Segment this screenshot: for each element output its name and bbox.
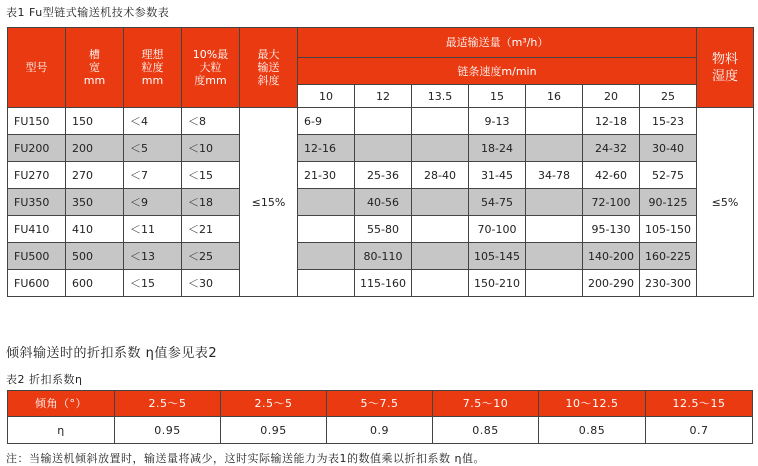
table-cell	[355, 135, 412, 162]
table-cell	[298, 243, 355, 270]
table-cell: 95-130	[583, 216, 640, 243]
table-cell: 200-290	[583, 270, 640, 297]
table-cell: FU270	[8, 162, 66, 189]
discount-table	[7, 390, 753, 444]
table-row	[8, 270, 754, 297]
header-max-incline: 最大 输送 斜度	[240, 28, 298, 108]
table-cell: FU200	[8, 135, 66, 162]
eta-label: η	[8, 417, 115, 444]
table-cell	[298, 270, 355, 297]
table-cell: ＜30	[182, 270, 240, 297]
table-cell: 15-23	[640, 108, 697, 135]
eta-value-cell: 0.85	[433, 417, 539, 444]
table-cell: 160-225	[640, 243, 697, 270]
header-width: 槽 宽 mm	[66, 28, 124, 108]
speed-header-cell: 20	[583, 85, 640, 108]
table-cell: ＜8	[182, 108, 240, 135]
eta-value-cell: 0.9	[327, 417, 433, 444]
table-cell	[526, 189, 583, 216]
eta-value-cell: 0.85	[539, 417, 646, 444]
angle-header-cell: 2.5～5	[221, 391, 327, 417]
table-cell: ＜21	[182, 216, 240, 243]
table-cell: 34-78	[526, 162, 583, 189]
table-cell: 200	[66, 135, 124, 162]
table-row	[8, 243, 754, 270]
table-cell: 350	[66, 189, 124, 216]
table-cell: 80-110	[355, 243, 412, 270]
speed-header-cell: 10	[298, 85, 355, 108]
table-cell: 105-145	[469, 243, 526, 270]
table-cell: 28-40	[412, 162, 469, 189]
table-cell: 115-160	[355, 270, 412, 297]
table-cell: 30-40	[640, 135, 697, 162]
header-model: 型号	[8, 28, 66, 108]
table-cell: 55-80	[355, 216, 412, 243]
table-cell: ＜15	[124, 270, 182, 297]
table-cell	[412, 270, 469, 297]
table-cell: 31-45	[469, 162, 526, 189]
table-cell: 42-60	[583, 162, 640, 189]
angle-header-cell: 7.5～10	[433, 391, 539, 417]
table-cell: 6-9	[298, 108, 355, 135]
table-cell: 70-100	[469, 216, 526, 243]
table-row	[8, 108, 754, 135]
table-cell	[526, 135, 583, 162]
table-cell: FU500	[8, 243, 66, 270]
table-cell: 140-200	[583, 243, 640, 270]
table-cell: 600	[66, 270, 124, 297]
table-cell: 18-24	[469, 135, 526, 162]
angle-header-cell: 12.5～15	[646, 391, 753, 417]
table-cell	[526, 216, 583, 243]
humidity-value: ≤5%	[697, 108, 754, 297]
table-cell	[526, 108, 583, 135]
speed-header-cell: 16	[526, 85, 583, 108]
table-cell: ＜9	[124, 189, 182, 216]
table-cell: 500	[66, 243, 124, 270]
max-incline-value: ≤15%	[240, 108, 298, 297]
table-cell: ＜5	[124, 135, 182, 162]
table-cell: 12-16	[298, 135, 355, 162]
table-cell: 150	[66, 108, 124, 135]
header-max-size: 10%最 大粒 度mm	[182, 28, 240, 108]
table-cell	[412, 108, 469, 135]
header-chain-speed: 链条速度m/min	[298, 58, 697, 85]
table-cell: FU150	[8, 108, 66, 135]
table-cell	[298, 189, 355, 216]
table-row	[8, 135, 754, 162]
table-cell: FU410	[8, 216, 66, 243]
speed-header-cell: 12	[355, 85, 412, 108]
parameter-table	[7, 27, 754, 297]
table-cell: 230-300	[640, 270, 697, 297]
speed-header-cell: 25	[640, 85, 697, 108]
footnote: 注：当输送机倾斜放置时，输送量将减少，这时实际输送能力为表1的数值乘以折扣系数 η值。	[6, 452, 485, 465]
header-ideal-size: 理想 粒度 mm	[124, 28, 182, 108]
eta-value-cell: 0.95	[115, 417, 221, 444]
table-cell: ＜4	[124, 108, 182, 135]
table-cell: ＜10	[182, 135, 240, 162]
table-cell	[526, 243, 583, 270]
table-row	[8, 189, 754, 216]
table-cell: 40-56	[355, 189, 412, 216]
table1-caption: 表1 Fu型链式输送机技术参数表	[6, 6, 170, 19]
table-cell: ＜7	[124, 162, 182, 189]
table-cell: 410	[66, 216, 124, 243]
table-cell	[412, 189, 469, 216]
table-cell	[412, 135, 469, 162]
speed-header-cell: 13.5	[412, 85, 469, 108]
table-cell: ＜13	[124, 243, 182, 270]
table-cell: 54-75	[469, 189, 526, 216]
section-heading: 倾斜输送时的折扣系数 η值参见表2	[6, 346, 218, 361]
table-cell: FU600	[8, 270, 66, 297]
angle-header-cell: 10～12.5	[539, 391, 646, 417]
table-cell: 52-75	[640, 162, 697, 189]
table-cell: 9-13	[469, 108, 526, 135]
table-cell	[412, 243, 469, 270]
table-cell: ＜11	[124, 216, 182, 243]
table-cell: 21-30	[298, 162, 355, 189]
eta-value-cell: 0.95	[221, 417, 327, 444]
table-cell: 90-125	[640, 189, 697, 216]
table-cell	[355, 108, 412, 135]
header-capacity: 最适输送量（m³/h）	[298, 28, 697, 58]
speed-header-cell: 15	[469, 85, 526, 108]
table-cell: 12-18	[583, 108, 640, 135]
table-cell: 72-100	[583, 189, 640, 216]
table-cell: FU350	[8, 189, 66, 216]
header-humidity: 物料 湿度	[697, 28, 754, 108]
table-cell	[526, 270, 583, 297]
table-cell: ＜15	[182, 162, 240, 189]
table-cell	[298, 216, 355, 243]
table-cell	[412, 216, 469, 243]
angle-label: 倾角（°）	[8, 391, 115, 417]
eta-value-cell: 0.7	[646, 417, 753, 444]
table-cell: 24-32	[583, 135, 640, 162]
table2-caption: 表2 折扣系数η	[6, 373, 83, 386]
table-cell: ＜18	[182, 189, 240, 216]
table-row	[8, 162, 754, 189]
table-row	[8, 216, 754, 243]
angle-header-cell: 5～7.5	[327, 391, 433, 417]
table-cell: 150-210	[469, 270, 526, 297]
table-cell: 25-36	[355, 162, 412, 189]
angle-header-cell: 2.5～5	[115, 391, 221, 417]
table-cell: 270	[66, 162, 124, 189]
table-cell: 105-150	[640, 216, 697, 243]
table-cell: ＜25	[182, 243, 240, 270]
